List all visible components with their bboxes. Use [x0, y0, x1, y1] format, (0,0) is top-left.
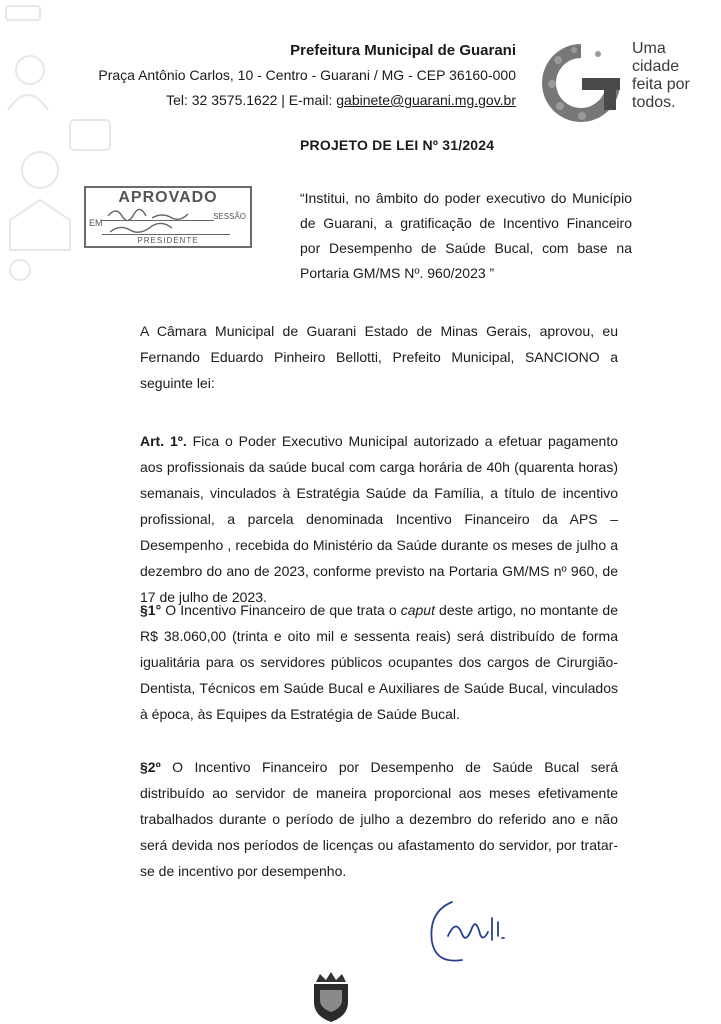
organization-name: Prefeitura Municipal de Guarani — [290, 42, 516, 59]
stamp-approved-text: APROVADO — [118, 189, 218, 206]
bill-summary: “Institui, no âmbito do poder executivo do Município de Guarani, a gratificação de Incentivo Financeiro por Desempenho de Saúde Bucal, com base na Portaria GM/MS Nº. 960/2023 ” — [300, 190, 632, 281]
stamp-presidente-label: PRESIDENTE — [137, 236, 199, 245]
paragraph-1-text-pre: O Incentivo Financeiro de que trata o — [161, 602, 401, 618]
paragraph-1 — [140, 597, 618, 727]
article-1-text: Fica o Poder Executivo Municipal autorizado a efetuar pagamento aos profissionais da saúde bucal com carga horária de 40h (quarenta horas) semanais, vinculados à Estratégia Saúde da Família, a título de incentivo profissional, a parcela denominada Incentivo Financeiro da APS – Desempenho , recebida do Ministério da Saúde durante os meses de julho a dezembro do ano de 2023, conforme previsto na Portaria GM/MS nº 960, de 17 de julho de 2023. — [140, 433, 618, 605]
paragraph-1-caput: caput — [400, 602, 435, 618]
stamp-em-label: EM — [89, 218, 103, 228]
handwritten-stamp-signature-icon — [104, 202, 214, 238]
contact-prefix: Tel: 32 3575.1622 | E-mail: — [166, 92, 337, 108]
city-slogan — [632, 40, 690, 112]
article-1 — [140, 428, 618, 610]
bill-title: PROJETO DE LEI Nº 31/2024 — [300, 137, 495, 153]
paragraph-2-label: §2º — [140, 759, 161, 775]
paragraph-1-text-post: deste artigo, no montante de R$ 38.060,00 (trinta e oito mil e sessenta reais) será distribuído de forma igualitária para os servidores públicos ocupantes dos cargos de Cirurgião-Dentista, Técnicos em Saúde Bucal e Auxiliares de Saúde Bucal, vinculados à época, às Equipes da Estratégia de Saúde Bucal. — [140, 602, 618, 722]
municipal-coat-of-arms-icon — [306, 970, 356, 1024]
letterhead — [98, 38, 516, 113]
slogan-line: todos. — [632, 94, 676, 111]
guarani-g-logo-icon — [538, 40, 624, 126]
paragraph-1-label: §1° — [140, 602, 162, 618]
bill-preamble: A Câmara Municipal de Guarani Estado de Minas Gerais, aprovou, eu Fernando Eduardo Pinheiro Bellotti, Prefeito Municipal, SANCIONO a seguinte lei: — [140, 323, 618, 391]
stamp-sessao-label: SESSÃO — [213, 212, 246, 221]
organization-address: Praça Antônio Carlos, 10 - Centro - Guarani / MG - CEP 36160-000 — [98, 67, 516, 83]
email-link[interactable]: gabinete@guarani.mg.gov.br — [336, 92, 516, 108]
paragraph-2-text: O Incentivo Financeiro por Desempenho de Saúde Bucal será distribuído ao servidor de maneira proporcional aos meses efetivamente trabalhados durante o período de julho a dezembro do referido ano e não será devida nos períodos de licenças ou afastamento do servidor, por tratar-se de incentivo por desempenho. — [140, 759, 618, 879]
organization-contact — [98, 88, 516, 113]
mayor-signature-icon — [422, 888, 522, 968]
approval-stamp — [84, 186, 252, 248]
slogan-line: feita por — [632, 76, 690, 93]
slogan-line: Uma — [632, 40, 666, 57]
article-1-label: Art. 1º. — [140, 433, 187, 449]
slogan-line: cidade — [632, 58, 680, 75]
paragraph-2 — [140, 754, 618, 884]
